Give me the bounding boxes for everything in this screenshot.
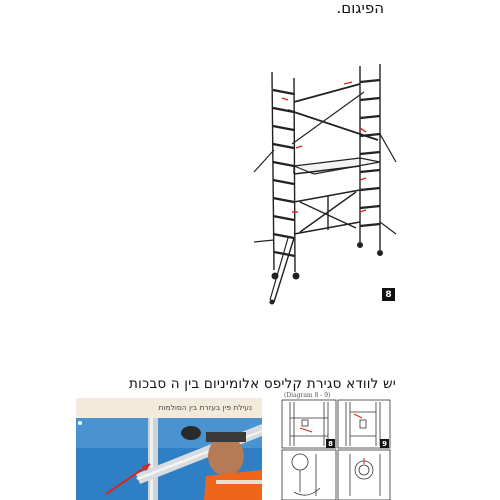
diagram-number-badge: 8 [326,439,335,448]
top-text: הפיגום. [336,0,384,17]
figure-number-badge: 8 [382,288,395,301]
photo-caption: נעילת פין בעזרת בין הסולמות [158,403,252,412]
photo-panel [76,398,262,500]
diagram-number-badge: 9 [380,439,389,448]
section-heading: יש לוודא סגירת קליפס אלומיניום בין ה סבכות [129,376,396,392]
clip-detail-drawings [280,392,392,500]
worker-photo [76,418,262,500]
detail-diagrams [280,392,392,500]
diagram-caption: (Diagram 8 - 9) [284,392,331,399]
scaffold-illustration [248,62,400,308]
